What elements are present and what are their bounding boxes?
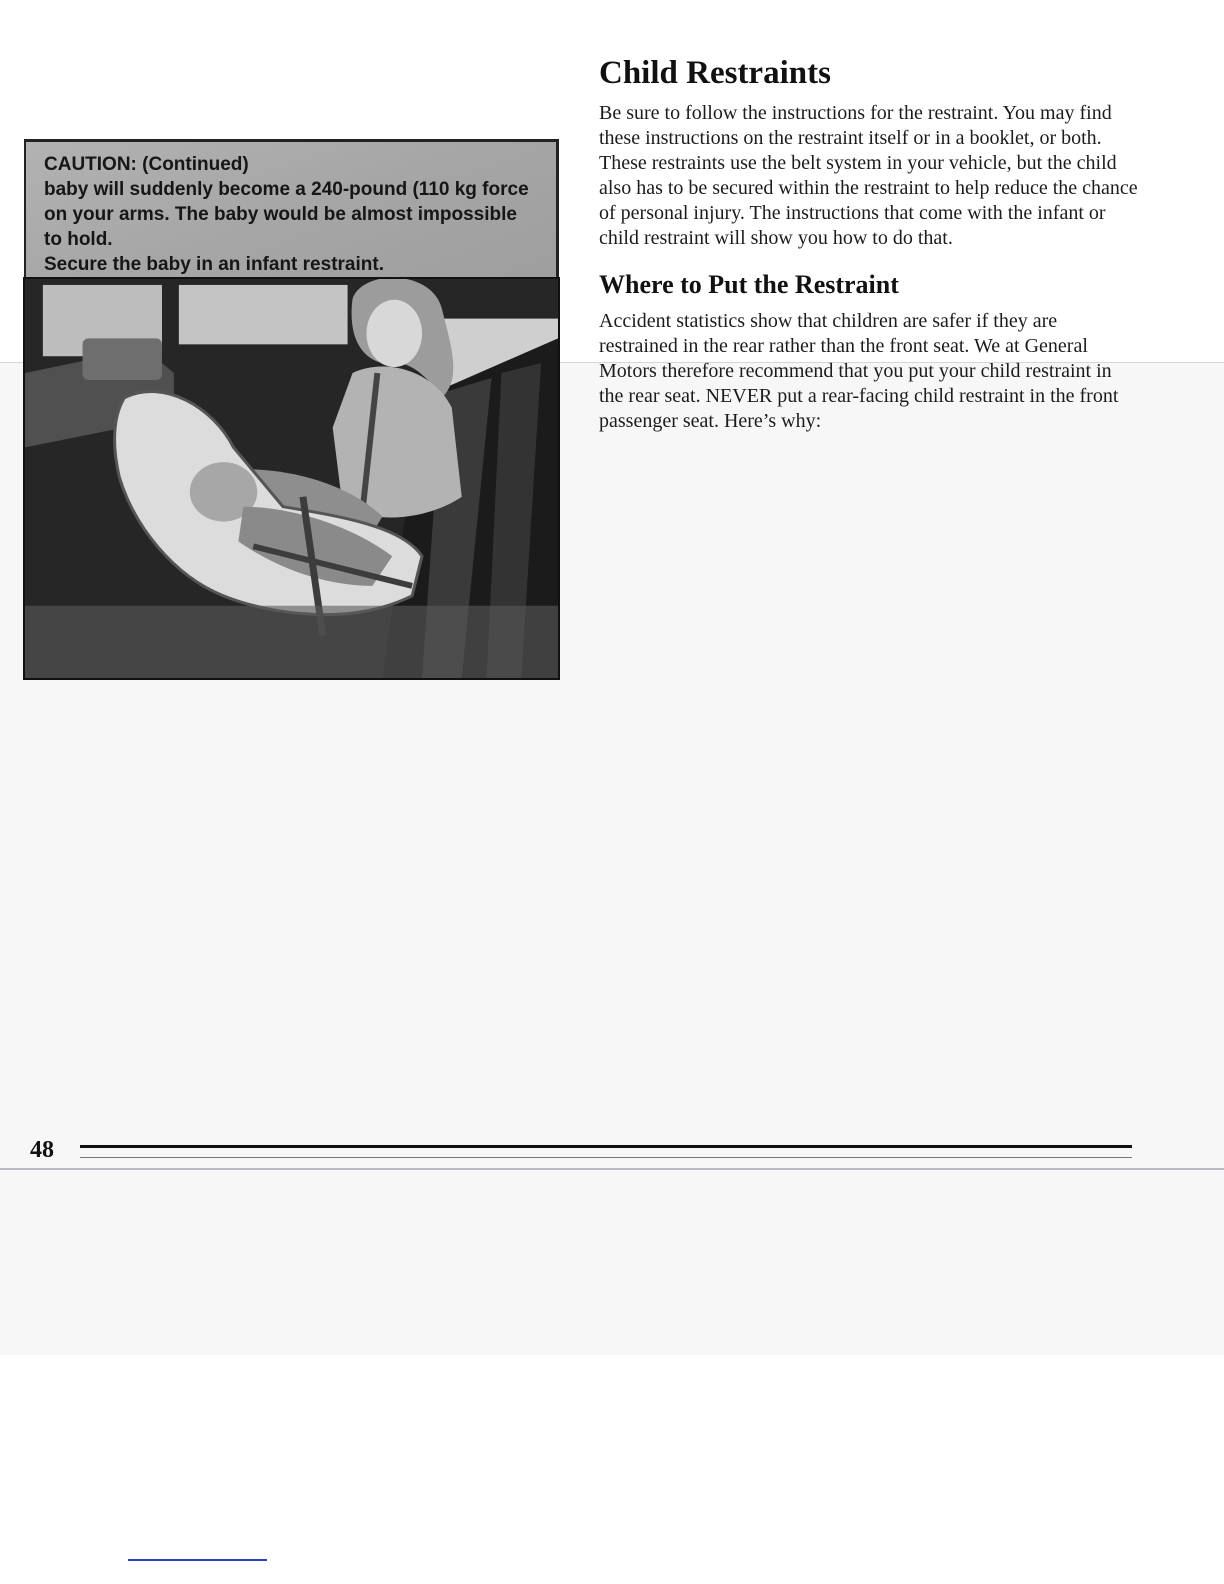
caution-box bbox=[24, 139, 559, 286]
main-content bbox=[599, 53, 1139, 434]
section-title-where-to-put: Where to Put the Restraint bbox=[599, 270, 899, 299]
caution-paragraph: Secure the baby in an infant restraint. bbox=[44, 254, 384, 275]
section-body-child-restraints: Be sure to follow the instructions for the restraint. You may find these instructions on the restraint itself or in a booklet, or both. These restraints use the belt system in your vehicle, but the child also has to be secured within the restraint to help reduce the chance of personal injury. The instructions that come with the infant or child restraint will show you how to do that. bbox=[599, 102, 1138, 249]
page-bottom-edge bbox=[0, 1168, 1224, 1170]
section-body-where-to-put: Accident statistics show that children are safer if they are restrained in the rear rather than the front seat. We at General Motors therefore recommend that you put your child restraint in the rear seat. NEVER put a rear-facing child restraint in the front passenger seat. Here’s why: bbox=[599, 310, 1119, 432]
page-number: 48 bbox=[30, 1137, 54, 1163]
footer-rule-thin bbox=[80, 1157, 1132, 1158]
footer-rule bbox=[80, 1145, 1132, 1148]
stray-blue-line bbox=[128, 1559, 267, 1561]
illustration-image bbox=[25, 279, 558, 678]
caution-heading: CAUTION: (Continued) bbox=[44, 154, 249, 175]
caution-paragraph: baby will suddenly become a 240-pound (110 kg force on your arms. The baby would be almost impossible to hold. bbox=[44, 179, 529, 250]
section-title-child-restraints: Child Restraints bbox=[599, 55, 831, 91]
woman-holding-baby-illustration bbox=[23, 277, 560, 680]
